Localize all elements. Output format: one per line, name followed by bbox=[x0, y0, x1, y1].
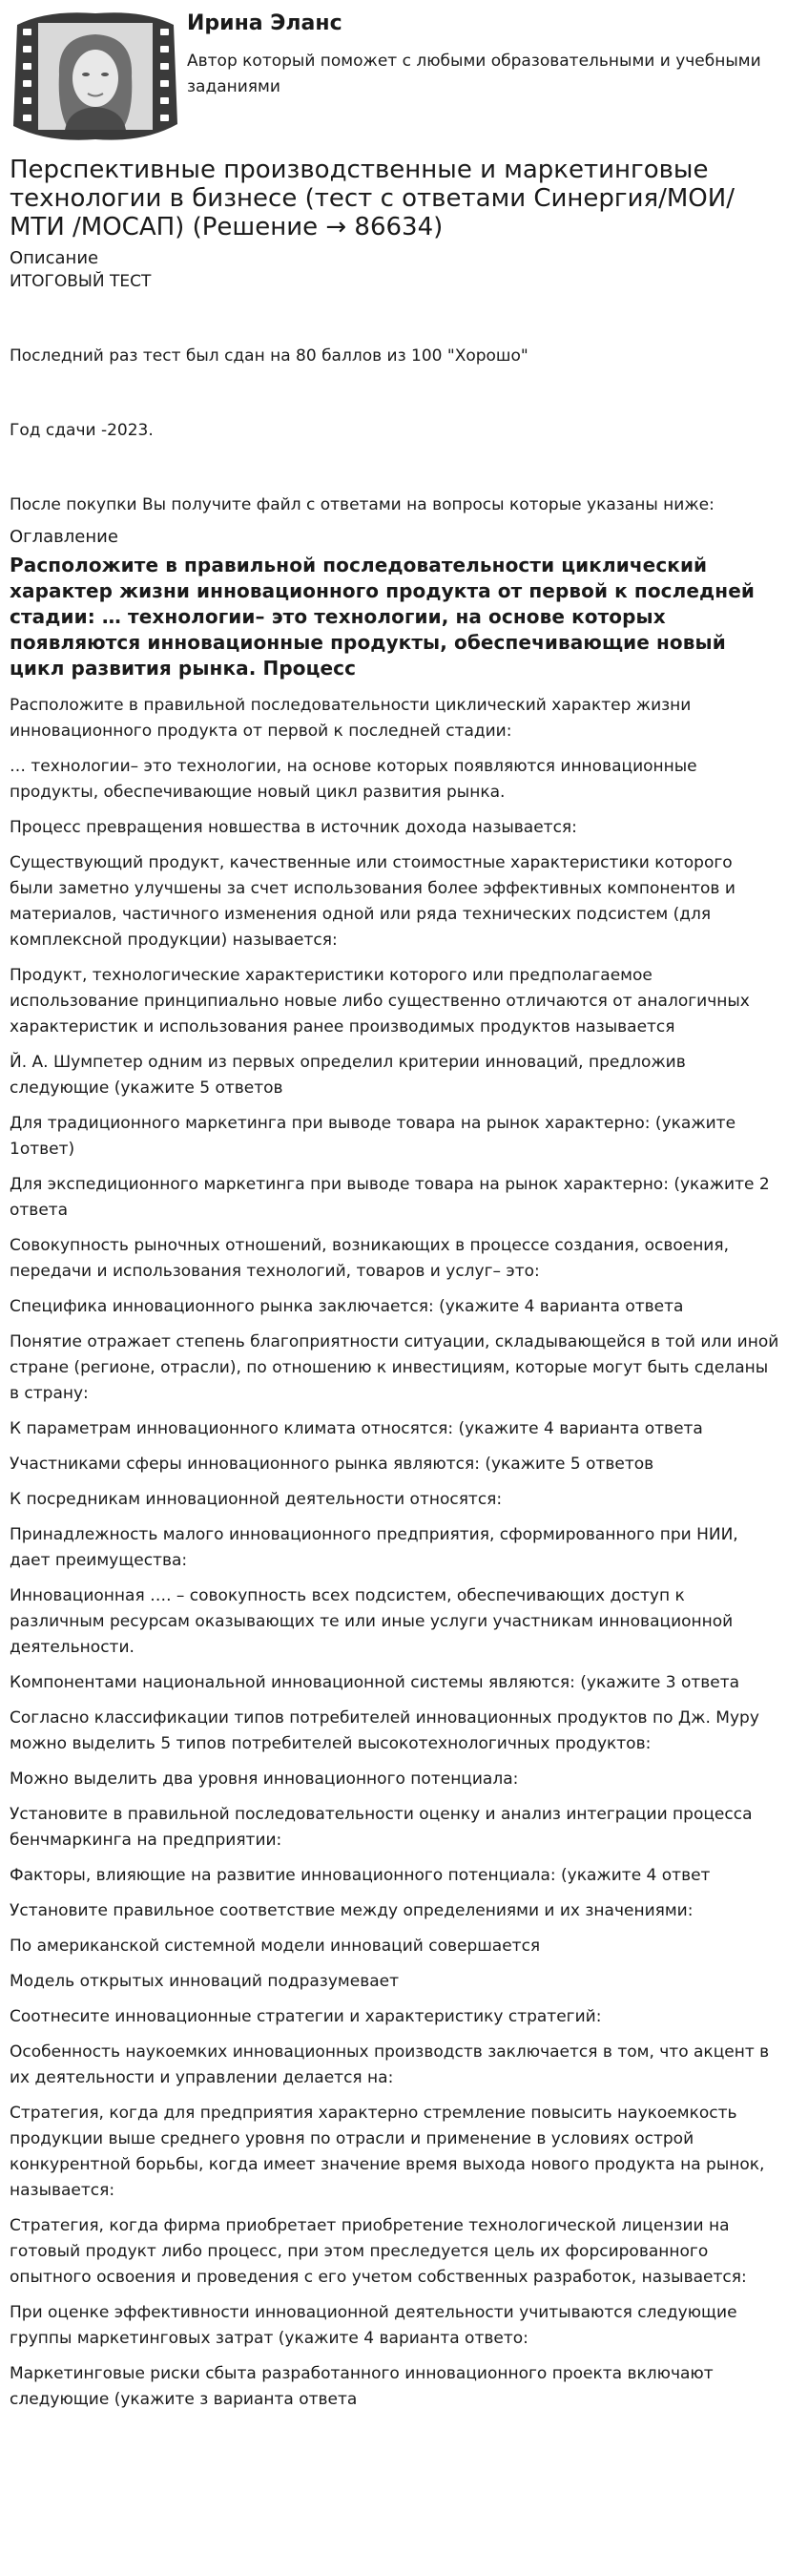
question-item: Понятие отражает степень благоприятности ситуации, складывающейся в той или иной стране (регионе, отрасли), по отношению к инвестициям, которые могут быть сделаны в страну: bbox=[10, 1332, 779, 1403]
question-item: Для экспедиционного маркетинга при выводе товара на рынок характерно: (укажите 2 ответа bbox=[10, 1175, 770, 1220]
toc-label: Оглавление bbox=[10, 527, 118, 547]
question-item: Расположите в правильной последовательности циклический характер жизни инновационного продукта от первой к последней стадии: bbox=[10, 696, 692, 741]
product-title: Перспективные производственные и маркетинговые технологии в бизнесе (тест с ответами Синергия/МОИ/ МТИ /МОСАП) (Решение → 86634) bbox=[10, 156, 735, 241]
author-header bbox=[10, 0, 779, 146]
question-item: Маркетинговые риски сбыта разработанного инновационного проекта включают следующие (укажите з варианта ответа bbox=[10, 2364, 714, 2409]
question-item: Стратегия, когда для предприятия характерно стремление повысить наукоемкость продукции выше среднего уровня по отрасли и применение в условиях острой конкурентной борьбы, когда имеет значение время выхода нового продукта на рынок, называется: bbox=[10, 2104, 765, 2200]
question-item: Й. А. Шумпетер одним из первых определил критерии инноваций, предложив следующие (укажите 5 ответов bbox=[10, 1053, 686, 1098]
author-name[interactable]: Ирина Эланс bbox=[187, 11, 342, 35]
question-item: Факторы, влияющие на развитие инновационного потенциала: (укажите 4 ответ bbox=[10, 1866, 711, 1885]
question-item: … технологии– это технологии, на основе которых появляются инновационные продукты, обеспечивающие новый цикл развития рынка. bbox=[10, 757, 697, 802]
question-item: Можно выделить два уровня инновационного потенциала: bbox=[10, 1770, 519, 1789]
question-item: Процесс превращения новшества в источник дохода называется: bbox=[10, 818, 577, 837]
author-avatar[interactable] bbox=[10, 8, 181, 146]
question-item: К параметрам инновационного климата относятся: (укажите 4 варианта ответа bbox=[10, 1419, 703, 1438]
after-purchase-text: После покупки Вы получите файл с ответами на вопросы которые указаны ниже: bbox=[10, 495, 715, 514]
last-pass-text: Последний раз тест был сдан на 80 баллов из 100 "Хорошо" bbox=[10, 346, 528, 366]
spacer bbox=[10, 293, 779, 345]
question-item: Особенность наукоемких инновационных производств заключается в том, что акцент в их деятельности и управлении делается на: bbox=[10, 2042, 770, 2087]
toc-title: Расположите в правильной последовательности циклический характер жизни инновационного продукта от первой к последней стадии: … технологии– это технологии, на основе которых появляются инновационные продукты, обеспечивающие новый цикл развития рынка. Процесс bbox=[10, 554, 755, 680]
question-item: Соотнесите инновационные стратегии и характеристику стратегий: bbox=[10, 2007, 602, 2026]
question-item: Участниками сферы инновационного рынка являются: (укажите 5 ответов bbox=[10, 1455, 654, 1474]
question-item: Установите в правильной последовательности оценку и анализ интеграции процесса бенчмаркинга на предприятии: bbox=[10, 1805, 753, 1850]
author-description: Автор который поможет с любыми образовательными и учебными заданиями bbox=[187, 52, 761, 96]
question-item: Принадлежность малого инновационного предприятия, сформированного при НИИ, дает преимущества: bbox=[10, 1525, 738, 1570]
question-item: При оценке эффективности инновационной деятельности учитываются следующие группы маркетинговых затрат (укажите 4 варианта ответо: bbox=[10, 2303, 737, 2348]
question-item: Установите правильное соответствие между определениями и их значениями: bbox=[10, 1901, 694, 1920]
question-item: По американской системной модели инноваций совершается bbox=[10, 1937, 541, 1956]
question-item: Продукт, технологические характеристики которого или предполагаемое использование принципиально новые либо существенно отличаются от аналогичных характеристик и использования ранее производимых продуктов называется bbox=[10, 966, 750, 1037]
spacer bbox=[10, 442, 779, 493]
question-list bbox=[10, 693, 779, 2413]
question-item: Инновационная …. – совокупность всех подсистем, обеспечивающих доступ к различным ресурсам оказывающих те или иные услуги участникам инновационной деятельности. bbox=[10, 1586, 734, 1657]
question-item: Стратегия, когда фирма приобретает приобретение технологической лицензии на готовый продукт либо процесс, при этом преследуется цель их форсированного опытного освоения и проведения с его учетом собственных разработок, называется: bbox=[10, 2216, 747, 2287]
description-label: Описание bbox=[10, 248, 99, 268]
question-item: Согласно классификации типов потребителей инновационных продуктов по Дж. Муру можно выделить 5 типов потребителей высокотехнологичных продуктов: bbox=[10, 1708, 759, 1753]
year-text: Год сдачи -2023. bbox=[10, 421, 154, 440]
question-item: Модель открытых инноваций подразумевает bbox=[10, 1972, 399, 1991]
test-label: ИТОГОВЫЙ ТЕСТ bbox=[10, 272, 152, 291]
question-item: К посредникам инновационной деятельности относятся: bbox=[10, 1490, 503, 1509]
spacer bbox=[10, 367, 779, 419]
film-frame-avatar-icon bbox=[10, 8, 181, 146]
question-item: Специфика инновационного рынка заключается: (укажите 4 варианта ответа bbox=[10, 1297, 684, 1316]
question-item: Существующий продукт, качественные или стоимостные характеристики которого были заметно улучшены за счет использования более эффективных компонентов и материалов, частичного изменения одной или ряда технических подсистем (для комплексной продукции) называется: bbox=[10, 853, 735, 950]
question-item: Совокупность рыночных отношений, возникающих в процессе создания, освоения, передачи и использования технологий, товаров и услуг– это: bbox=[10, 1236, 729, 1281]
author-info bbox=[187, 8, 779, 100]
question-item: Для традиционного маркетинга при выводе товара на рынок характерно: (укажите 1ответ) bbox=[10, 1114, 736, 1159]
question-item: Компонентами национальной инновационной системы являются: (укажите 3 ответа bbox=[10, 1673, 740, 1692]
